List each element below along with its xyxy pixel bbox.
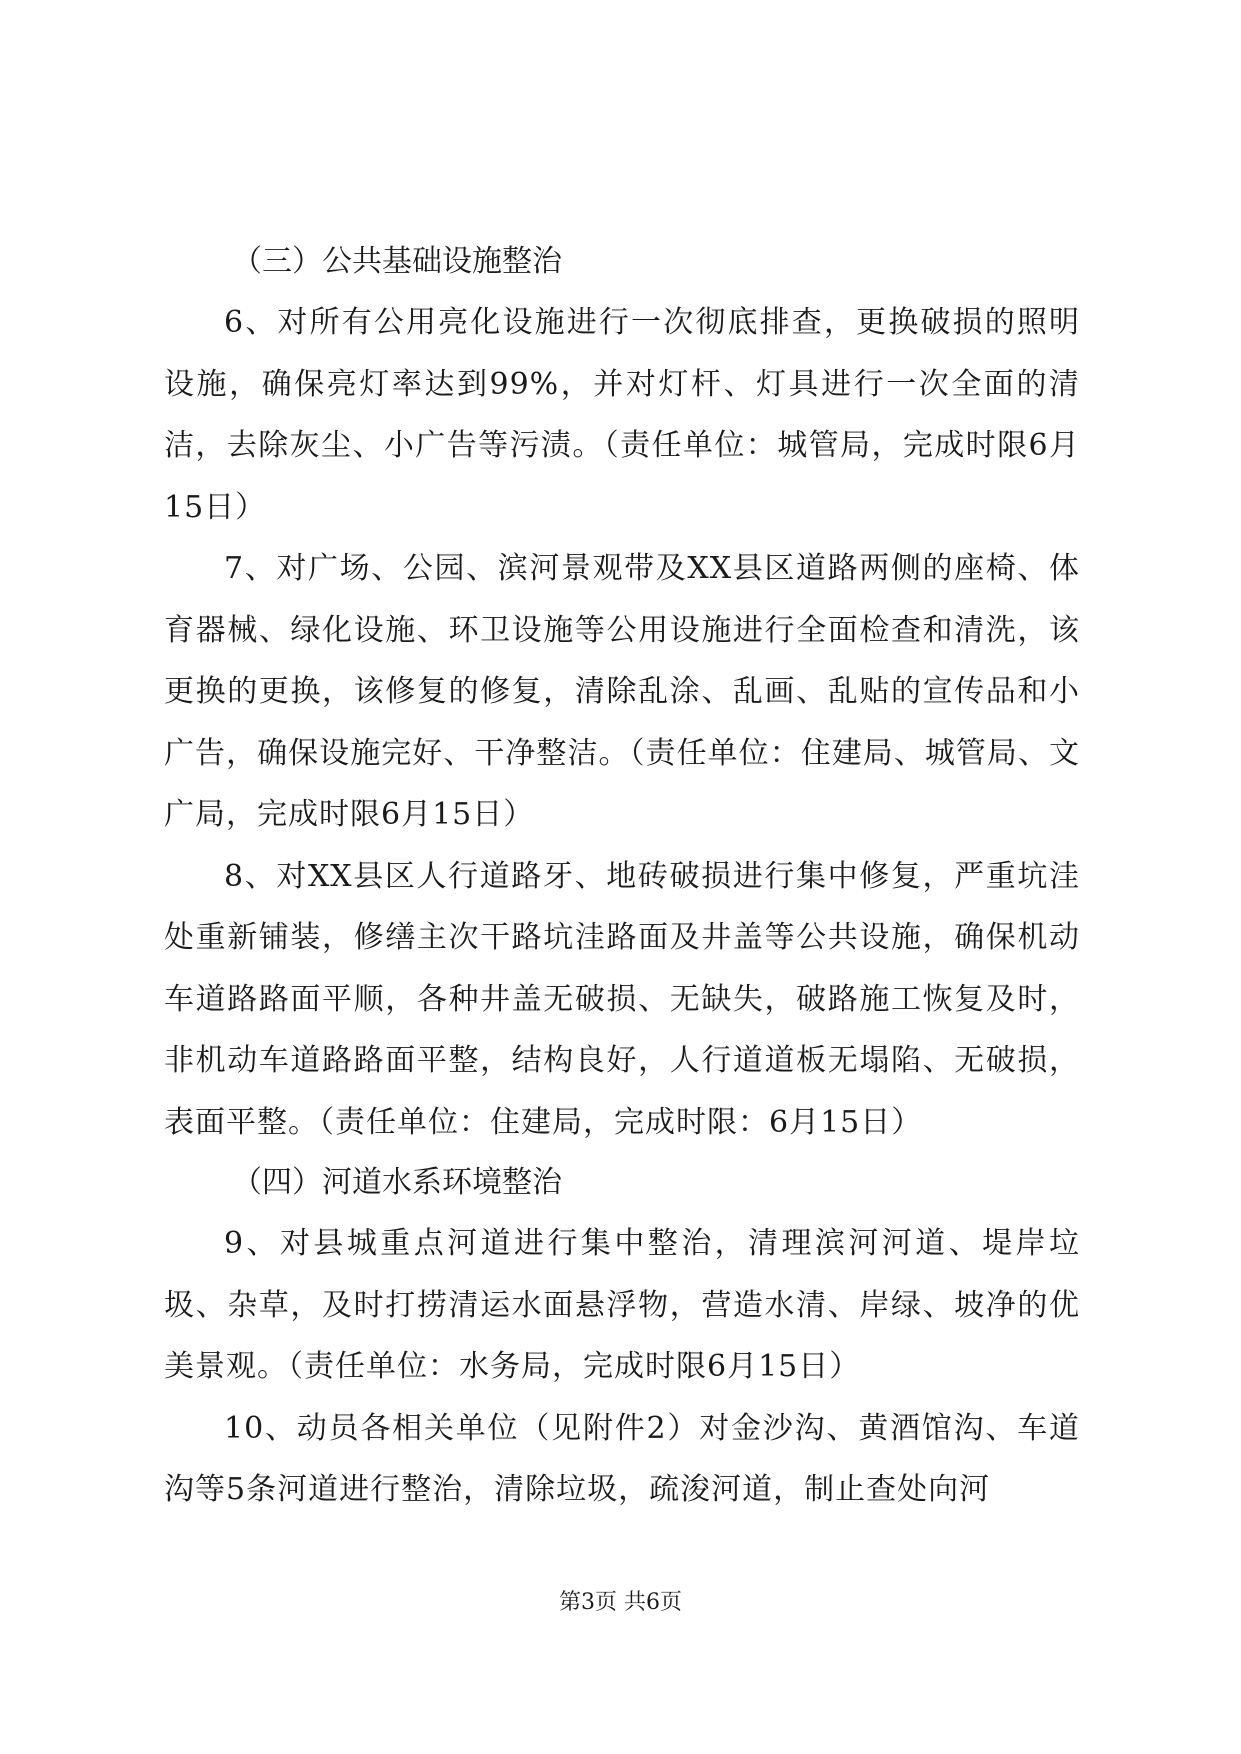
paragraph-item-6: 6、对所有公用亮化设施进行一次彻底排查，更换破损的照明设施，确保亮灯率达到99%，并对灯杆、灯具进行一次全面的清洁，去除灰尘、小广告等污渍。（责任单位：城管局，完成时限6月15日）	[164, 305, 1080, 525]
section-heading-3: （三）公共基础设施整治	[232, 244, 562, 279]
section-heading-4: （四）河道水系环境整治	[232, 1165, 562, 1200]
document-body	[164, 232, 1080, 1521]
page-number-footer: 第3页 共6页	[559, 1590, 682, 1615]
paragraph-item-9: 9、对县城重点河道进行集中整治，清理滨河河道、堤岸垃圾、杂草，及时打捞清运水面悬浮物，营造水清、岸绿、坡净的优美景观。（责任单位：水务局，完成时限6月15日）	[164, 1226, 1080, 1384]
paragraph-item-7: 7、对广场、公园、滨河景观带及XX县区道路两侧的座椅、体育器械、绿化设施、环卫设施等公用设施进行全面检查和清洗，该更换的更换，该修复的修复，清除乱涂、乱画、乱贴的宣传品和小广告，确保设施完好、干净整洁。（责任单位：住建局、城管局、文广局，完成时限6月15日）	[164, 551, 1080, 832]
paragraph-item-8: 8、对XX县区人行道路牙、地砖破损进行集中修复，严重坑洼处重新铺装，修缮主次干路坑洼路面及井盖等公共设施，确保机动车道路路面平顺，各种井盖无破损、无缺失，破路施工恢复及时，非机动车道路路面平整，结构良好，人行道道板无塌陷、无破损，表面平整。（责任单位：住建局，完成时限：6月15日）	[164, 858, 1080, 1140]
paragraph-item-10: 10、动员各相关单位（见附件2）对金沙沟、黄酒馆沟、车道沟等5条河道进行整治，清除垃圾，疏浚河道，制止查处向河	[164, 1410, 1080, 1507]
